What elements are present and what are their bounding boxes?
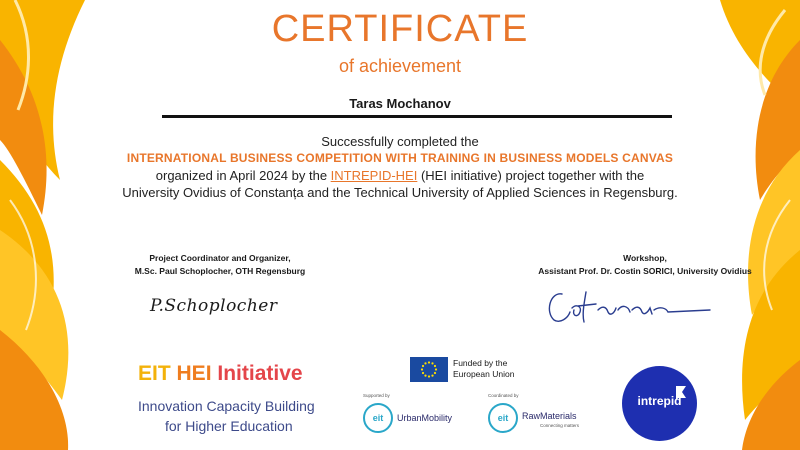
raw-materials-tagline: Connecting matters bbox=[540, 423, 580, 428]
workshop-block bbox=[505, 252, 785, 278]
coordinator-role: Project Coordinator and Organizer, bbox=[149, 253, 291, 263]
urban-mobility-caption: Supported by bbox=[363, 393, 390, 398]
coordinator-name: M.Sc. Paul Schoplocher, OTH Regensburg bbox=[134, 266, 306, 276]
urban-mobility-name: UrbanMobility bbox=[397, 413, 453, 423]
eit-logo-icon: eit bbox=[488, 403, 518, 433]
eit-hei-initiative-title bbox=[138, 362, 303, 386]
raw-materials-name: RawMaterials bbox=[522, 411, 577, 421]
intrepid-logo-icon bbox=[622, 366, 697, 441]
body-line-3-end: (HEI initiative) project together with the bbox=[417, 168, 645, 183]
workshop-name: Assistant Prof. Dr. Costin SORICI, University Ovidius bbox=[538, 266, 752, 276]
workshop-role: Workshop, bbox=[623, 253, 667, 263]
coordinator-signature: P.Schoplocher bbox=[150, 296, 278, 316]
raw-materials-caption: Coordinated by bbox=[488, 393, 519, 398]
eu-funding-line-2: European Union bbox=[453, 369, 515, 379]
coordinator-block bbox=[120, 252, 320, 278]
competition-title: INTERNATIONAL BUSINESS COMPETITION WITH TRAINING IN BUSINESS MODELS CANVAS bbox=[126, 151, 674, 165]
intrepid-name: intrepid bbox=[637, 394, 682, 408]
eit-logo-icon: eit bbox=[363, 403, 393, 433]
name-underline bbox=[162, 115, 672, 118]
eu-flag-icon bbox=[410, 357, 448, 382]
workshop-signature bbox=[540, 282, 720, 332]
eit-hei-subtitle-2: for Higher Education bbox=[165, 418, 293, 434]
initiative-word: Initiative bbox=[217, 362, 303, 385]
eu-funding-line-1: Funded by the bbox=[453, 358, 508, 368]
body-line-3 bbox=[0, 168, 800, 183]
certificate-subtitle: of achievement bbox=[338, 56, 462, 76]
recipient-name: Taras Mochanov bbox=[349, 96, 451, 111]
intrepid-hei-link[interactable]: INTREPID-HEI bbox=[330, 168, 418, 183]
certificate-title: CERTIFICATE bbox=[271, 8, 529, 50]
eit-word: EIT bbox=[138, 362, 171, 385]
body-line-1: Successfully completed the bbox=[321, 134, 479, 149]
body-line-3-start: organized in April 2024 by the bbox=[155, 168, 331, 183]
eit-hei-subtitle-1: Innovation Capacity Building bbox=[138, 398, 315, 414]
eit-raw-materials-logo bbox=[488, 393, 598, 439]
hei-word: HEI bbox=[176, 362, 212, 385]
eit-urban-mobility-logo bbox=[363, 393, 473, 439]
eu-funding-text bbox=[453, 358, 514, 380]
body-line-4: University Ovidius of Constanța and the Technical University of Applied Sciences in Regensburg. bbox=[122, 185, 678, 200]
